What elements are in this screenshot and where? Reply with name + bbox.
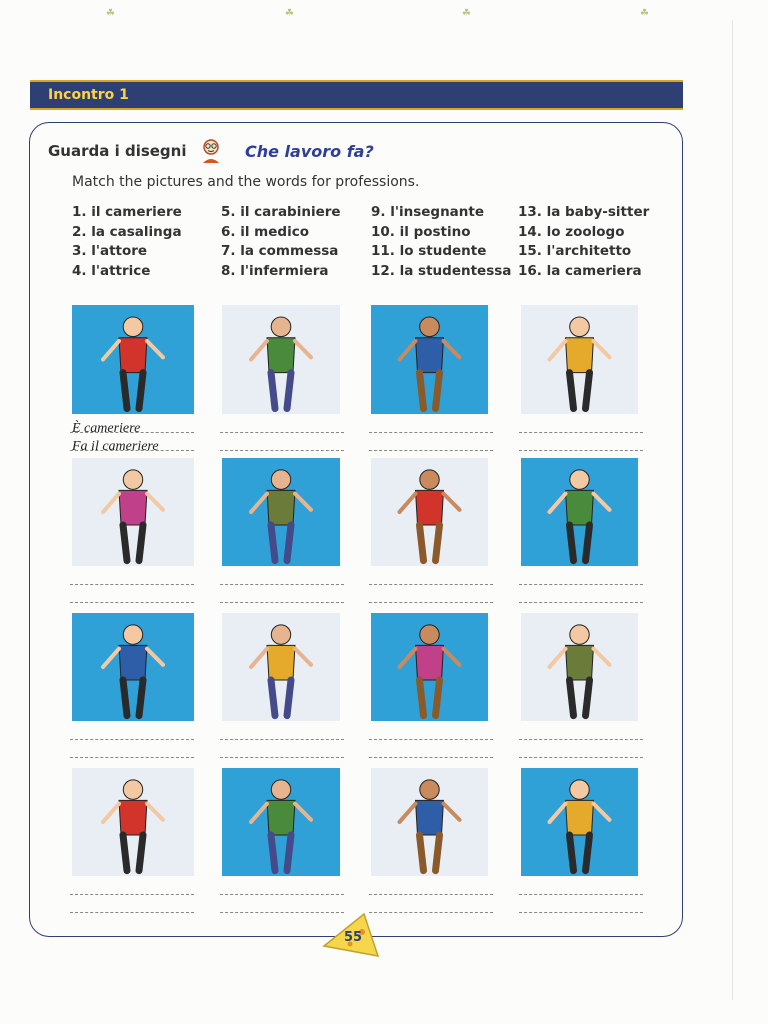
page-number-badge [320, 910, 382, 964]
decoration-mark: ☘ [462, 8, 471, 19]
waiter-picture [72, 305, 194, 414]
carabiniere-picture [222, 613, 340, 721]
vocab-column-1 [72, 203, 222, 281]
decoration-mark: ☘ [106, 8, 115, 19]
illustration [371, 305, 488, 414]
housewife-picture [72, 458, 194, 566]
answer-line[interactable] [519, 584, 643, 585]
vocab-column-3 [371, 203, 521, 281]
shop-assistant-picture [72, 768, 194, 876]
answer-line[interactable] [70, 602, 194, 603]
illustration [222, 613, 340, 721]
page-number: 55 [344, 930, 363, 945]
answer-line[interactable] [70, 739, 194, 740]
vocab-item: 12. la studentessa [371, 262, 512, 279]
illustration [222, 305, 340, 414]
illustration [371, 458, 488, 566]
illustration [222, 768, 340, 876]
vocab-item: 14. lo zoologo [518, 223, 625, 240]
answer-line[interactable] [369, 584, 493, 585]
answer-line[interactable] [369, 602, 493, 603]
decoration-mark: ☘ [640, 8, 649, 19]
illustration [371, 768, 488, 876]
answer-line[interactable] [220, 450, 344, 451]
actress-picture [521, 305, 638, 414]
answer-line[interactable] [369, 894, 493, 895]
answer-line[interactable] [220, 584, 344, 585]
answer-line[interactable] [220, 602, 344, 603]
answer-line[interactable] [519, 602, 643, 603]
vocab-column-4 [518, 203, 668, 281]
vocab-item: 2. la casalinga [72, 223, 182, 240]
exercise-heading: Guarda i disegni [48, 142, 187, 160]
section-title: Incontro 1 [48, 87, 129, 103]
answer-line[interactable] [369, 757, 493, 758]
answer-line[interactable] [220, 894, 344, 895]
waitress-picture [521, 768, 638, 876]
postman-picture [371, 305, 488, 414]
answer-line[interactable] [519, 912, 643, 913]
illustration [521, 613, 638, 721]
illustration [222, 458, 340, 566]
teacher-picture [72, 613, 194, 721]
illustration [72, 458, 194, 566]
babysitter-picture [371, 613, 488, 721]
section-banner [30, 80, 683, 110]
vocab-item: 11. lo studente [371, 243, 487, 259]
doctor-picture [371, 458, 488, 566]
actor-picture [521, 613, 638, 721]
vocab-item: 8. l'infermiera [221, 262, 329, 279]
vocab-column-2 [221, 203, 371, 281]
illustration [72, 613, 194, 721]
answer-line[interactable] [220, 739, 344, 740]
answer-line[interactable] [519, 450, 643, 451]
answer-line[interactable] [70, 894, 194, 895]
vocab-item: 7. la commessa [221, 243, 339, 259]
answer-line[interactable] [369, 912, 493, 913]
vocab-item: 1. il cameriere [72, 204, 182, 220]
illustration [521, 458, 638, 566]
vocab-item: 15. l'architetto [518, 243, 632, 259]
vocab-item: 3. l'attore [72, 243, 148, 259]
vocab-item: 16. la cameriera [518, 262, 642, 279]
answer-line[interactable] [519, 432, 643, 433]
vocab-item: 10. il postino [371, 223, 471, 240]
illustration [521, 768, 638, 876]
decoration-mark: ☘ [285, 8, 294, 19]
face-icon [199, 137, 223, 163]
answer-line[interactable] [70, 912, 194, 913]
student-girl-picture [222, 305, 340, 414]
answer-line[interactable] [369, 739, 493, 740]
vocab-item: 9. l'insegnante [371, 204, 485, 220]
answer-line[interactable] [519, 894, 643, 895]
answer-line[interactable] [70, 757, 194, 758]
illustration [72, 305, 194, 414]
vocab-item: 5. il carabiniere [221, 204, 341, 220]
answer-line[interactable] [369, 450, 493, 451]
answer-line[interactable] [369, 432, 493, 433]
zoologist-picture [222, 458, 340, 566]
illustration [371, 613, 488, 721]
architect-picture [371, 768, 488, 876]
example-answer-2: Fa il cameriere [72, 439, 159, 454]
answer-line[interactable] [220, 432, 344, 433]
vocab-item: 4. l'attrice [72, 262, 151, 279]
student-boy-picture [222, 768, 340, 876]
page-edge [732, 20, 733, 1000]
illustration [521, 305, 638, 414]
illustration [72, 768, 194, 876]
answer-line[interactable] [220, 757, 344, 758]
vocab-item: 13. la baby-sitter [518, 204, 650, 220]
answer-line[interactable] [519, 757, 643, 758]
example-answer-1: È cameriere [72, 421, 141, 436]
vocab-item: 6. il medico [221, 223, 309, 240]
answer-line[interactable] [519, 739, 643, 740]
exercise-question: Che lavoro fa? [245, 142, 374, 161]
instruction-text: Match the pictures and the words for professions. [72, 174, 420, 190]
answer-line[interactable] [70, 584, 194, 585]
nurse-picture [521, 458, 638, 566]
